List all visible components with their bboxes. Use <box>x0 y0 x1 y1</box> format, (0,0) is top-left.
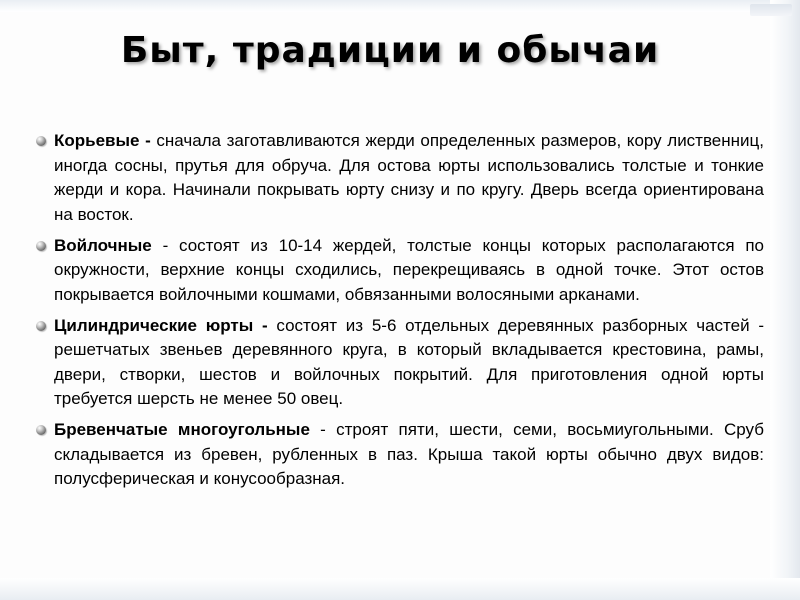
slide-right-edge <box>770 0 800 600</box>
list-item <box>36 418 764 492</box>
bullet-icon <box>36 425 46 435</box>
item-text: - состоят из 10-14 жердей, толстые концы которых располагаются по окружности, верхние концы сходились, перекрещиваясь в одной точке. Этот остов покрывается войлочными кошмами, обвязанными волосяными арканами. <box>54 235 764 304</box>
slide-top-edge <box>0 0 800 12</box>
item-term: Корьевые - <box>54 131 151 150</box>
list-item <box>36 234 764 308</box>
item-text: состоят из 5-6 отдельных деревянных разборных частей - решетчатых звеньев деревянного круга, в который вкладывается крестовина, рамы, двери, створки, шестов и войлочных покрытий. Для приготовления одной юрты требуется шерсть не менее 50 овец. <box>54 315 764 408</box>
slide-bottom-edge <box>0 578 800 600</box>
item-term: Цилиндрические юрты - <box>54 315 268 335</box>
list-item <box>36 314 764 412</box>
bullet-icon <box>36 136 46 146</box>
item-term: Бревенчатые многоугольные <box>54 420 310 439</box>
bullet-icon <box>36 321 46 331</box>
bullet-icon <box>36 241 46 251</box>
corner-decoration <box>750 4 792 16</box>
bullet-list <box>36 129 764 498</box>
item-text: - строят пяти, шести, семи, восьмиугольными. Сруб складывается из бревен, рубленных в паз. Крыша такой юрты обычно двух видов: полусферическая и конусообразная. <box>54 420 764 488</box>
slide-title: Быт, традиции и обычаи <box>120 30 660 71</box>
item-term: Войлочные <box>54 235 152 255</box>
list-item <box>36 129 764 227</box>
item-text: сначала заготавливаются жерди определенных размеров, кору лиственниц, иногда сосны, прутья для обруча. Для остова юрты использовались толстые и тонкие жерди и кора. Начинали покрывать юрту снизу и по кругу. Дверь всегда ориентирована на восток. <box>54 131 764 224</box>
